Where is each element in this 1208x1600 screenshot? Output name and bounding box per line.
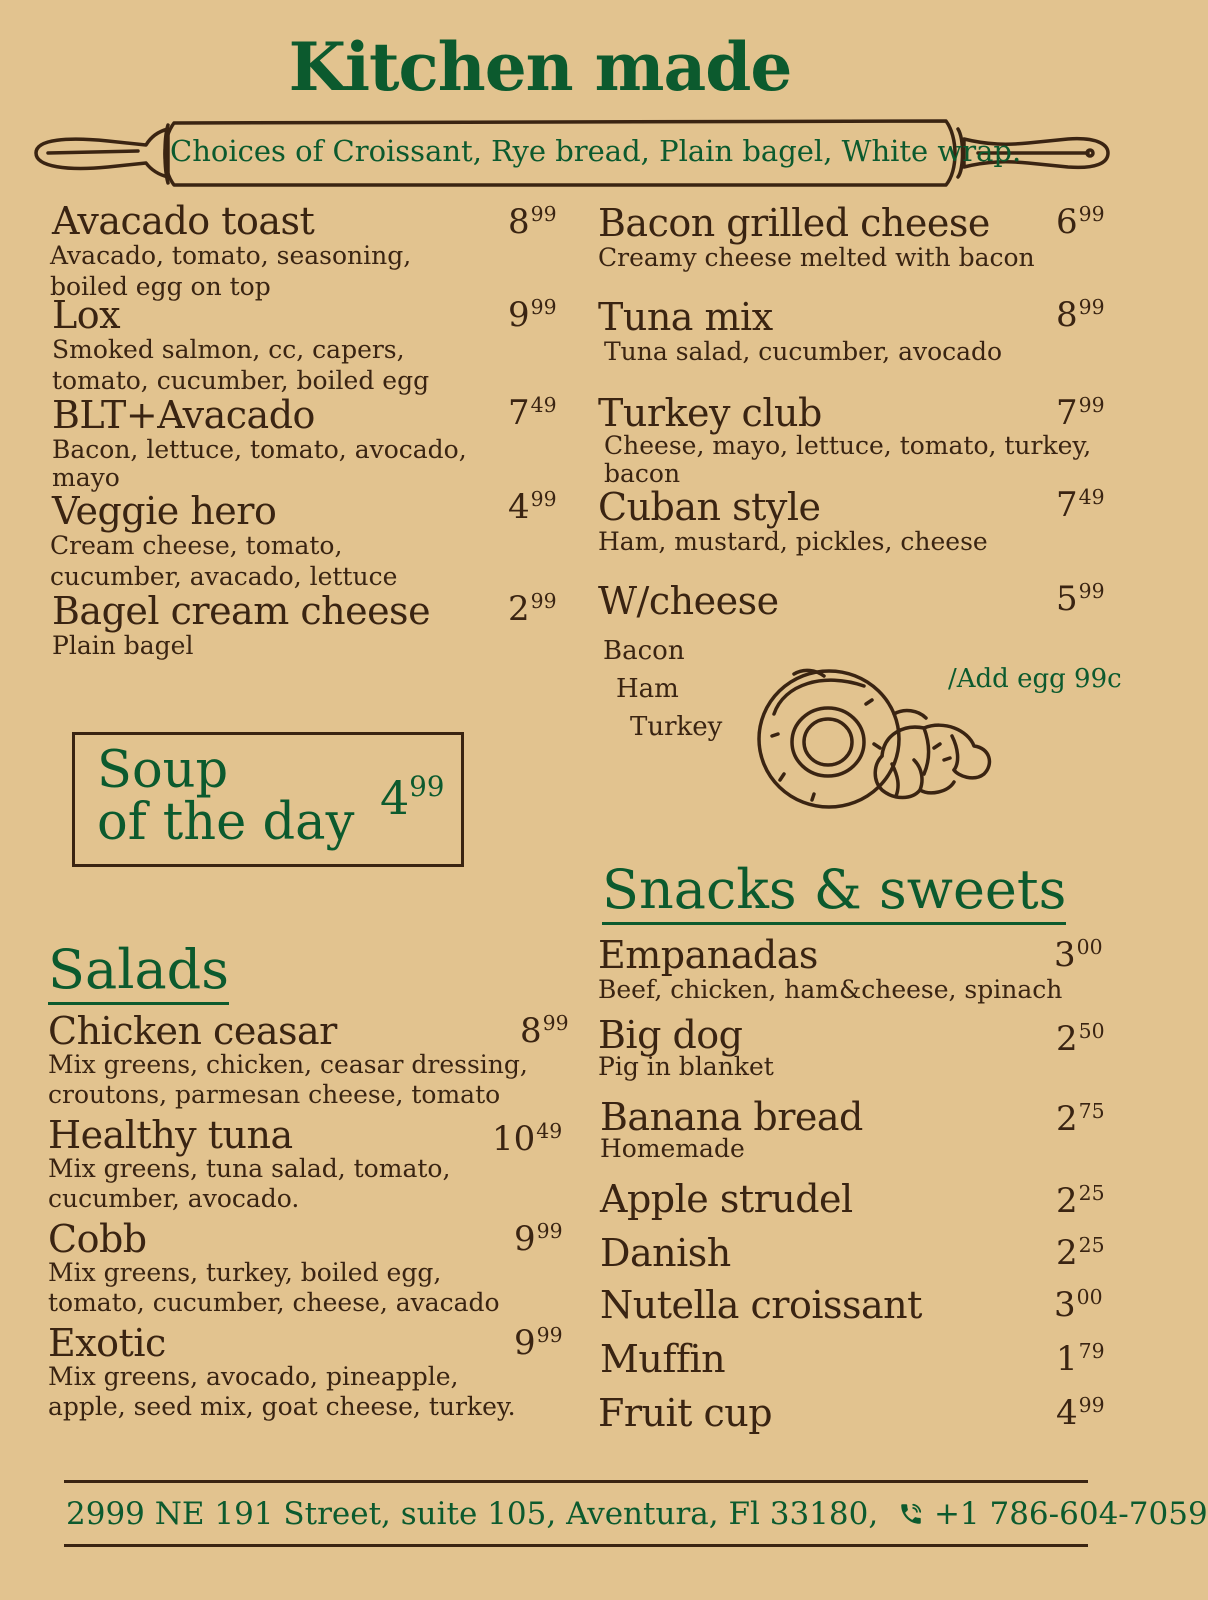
menu-item bbox=[52, 293, 430, 396]
item-price: $9^{99}$ bbox=[514, 1219, 563, 1259]
wcheese-option: Ham bbox=[616, 674, 679, 704]
donut-croissant-icon bbox=[754, 664, 1004, 824]
item-name: Fruit cup bbox=[598, 1391, 773, 1435]
item-name: BLT+Avacado bbox=[52, 393, 315, 437]
item-description: Homemade bbox=[600, 1134, 745, 1163]
footer-divider-top bbox=[64, 1480, 1088, 1483]
item-description: Creamy cheese melted with bacon bbox=[598, 243, 1035, 272]
item-name: Bacon grilled cheese bbox=[598, 201, 990, 245]
item-description: Bacon, lettuce, tomato, avocado, bbox=[52, 435, 467, 464]
item-name: Healthy tuna bbox=[48, 1113, 293, 1157]
soup-of-the-day-box bbox=[72, 732, 464, 867]
soup-line-1: Soup bbox=[97, 741, 229, 800]
phone-number: +1 786-604-7059 bbox=[933, 1496, 1208, 1532]
menu-title: Kitchen made bbox=[288, 28, 792, 106]
menu-item bbox=[598, 1391, 773, 1435]
item-price: $2^{75}$ bbox=[1056, 1099, 1105, 1139]
item-description: boiled egg on top bbox=[50, 272, 271, 301]
item-description: cucumber, avocado. bbox=[48, 1184, 300, 1213]
item-price: $2^{50}$ bbox=[1056, 1019, 1105, 1059]
address: 2999 NE 191 Street, suite 105, Aventura, Fl 33180, bbox=[66, 1496, 879, 1532]
item-name: Nutella croissant bbox=[600, 1283, 922, 1327]
item-price: $3^{00}$ bbox=[1054, 1285, 1103, 1325]
item-description: mayo bbox=[52, 463, 120, 492]
menu-item bbox=[48, 1009, 528, 1110]
item-price: $9^{99}$ bbox=[514, 1323, 563, 1363]
item-name: Lox bbox=[52, 293, 121, 337]
item-name: Cuban style bbox=[598, 485, 821, 529]
menu-item bbox=[50, 199, 412, 302]
item-description: Ham, mustard, pickles, cheese bbox=[598, 527, 988, 556]
soup-price: $4^{99}$ bbox=[380, 770, 445, 825]
item-price: $8^{99}$ bbox=[1056, 295, 1105, 335]
item-name: Cobb bbox=[48, 1217, 147, 1261]
item-price: $7^{49}$ bbox=[1056, 485, 1105, 525]
item-price: $5^{99}$ bbox=[1056, 579, 1105, 619]
item-price: $8^{99}$ bbox=[508, 202, 557, 242]
item-description: Mix greens, tuna salad, tomato, bbox=[48, 1154, 451, 1183]
menu-item bbox=[600, 1283, 922, 1327]
menu-item bbox=[50, 489, 398, 592]
item-name: Big dog bbox=[598, 1013, 743, 1057]
menu-item bbox=[48, 1217, 500, 1318]
wcheese-option: Bacon bbox=[603, 636, 685, 666]
menu-item bbox=[598, 1013, 774, 1081]
item-name: W/cheese bbox=[598, 579, 779, 623]
item-description: Smoked salmon, cc, capers, bbox=[52, 335, 405, 364]
item-price: $9^{99}$ bbox=[508, 295, 557, 335]
item-name: Apple strudel bbox=[600, 1177, 853, 1221]
item-description: Plain bagel bbox=[52, 631, 194, 660]
item-description: Tuna salad, cucumber, avocado bbox=[604, 337, 1003, 366]
item-name: Tuna mix bbox=[598, 295, 773, 339]
menu-item bbox=[598, 295, 1003, 367]
menu-item bbox=[52, 589, 431, 661]
bread-choices-banner: Choices of Croissant, Rye bread, Plain bagel, White wrap. bbox=[170, 134, 1022, 168]
item-name: Muffin bbox=[600, 1337, 726, 1381]
footer-contact bbox=[66, 1496, 1208, 1532]
menu-item bbox=[598, 391, 1092, 488]
item-description: Cream cheese, tomato, bbox=[50, 531, 343, 560]
item-description: tomato, cucumber, boiled egg bbox=[52, 366, 430, 395]
item-price: $7^{99}$ bbox=[1056, 393, 1105, 433]
menu-item bbox=[598, 933, 1063, 1005]
item-price: $1^{79}$ bbox=[1056, 1339, 1105, 1379]
item-description: Cheese, mayo, lettuce, tomato, turkey, bbox=[604, 431, 1092, 460]
item-name: Turkey club bbox=[598, 391, 822, 435]
item-price: $4^{99}$ bbox=[1056, 1393, 1105, 1433]
snacks-heading: Snacks & sweets bbox=[602, 860, 1066, 925]
item-price: $8^{99}$ bbox=[520, 1011, 569, 1051]
soup-line-2: of the day bbox=[97, 793, 355, 852]
item-description: Pig in blanket bbox=[598, 1052, 774, 1081]
add-egg-note: /Add egg 99c bbox=[948, 664, 1122, 694]
menu-item bbox=[52, 393, 467, 492]
item-description: Mix greens, turkey, boiled egg, bbox=[48, 1258, 442, 1287]
menu-item bbox=[48, 1113, 451, 1214]
item-price: $10^{49}$ bbox=[492, 1119, 563, 1159]
item-description: apple, seed mix, goat cheese, turkey. bbox=[48, 1392, 516, 1421]
item-price: $6^{99}$ bbox=[1056, 202, 1105, 242]
item-price: $2^{25}$ bbox=[1056, 1233, 1105, 1273]
menu-item bbox=[600, 1095, 863, 1163]
menu-item bbox=[598, 201, 1035, 273]
item-name: Bagel cream cheese bbox=[52, 589, 431, 633]
item-name: Chicken ceasar bbox=[48, 1009, 337, 1053]
item-price: $3^{00}$ bbox=[1054, 935, 1103, 975]
item-description: bacon bbox=[604, 459, 681, 488]
item-name: Banana bread bbox=[600, 1095, 863, 1139]
item-description: Mix greens, avocado, pineapple, bbox=[48, 1362, 459, 1391]
salads-heading: Salads bbox=[48, 940, 229, 1005]
item-description: Avacado, tomato, seasoning, bbox=[50, 241, 412, 270]
item-name: Avacado toast bbox=[52, 199, 315, 243]
item-name: Empanadas bbox=[598, 933, 818, 977]
menu-item bbox=[600, 1231, 731, 1275]
wcheese-option: Turkey bbox=[630, 712, 723, 742]
menu-item bbox=[600, 1337, 726, 1381]
item-price: $2^{99}$ bbox=[508, 589, 557, 629]
item-price: $2^{25}$ bbox=[1056, 1181, 1105, 1221]
item-name: Danish bbox=[600, 1231, 731, 1275]
menu-item bbox=[600, 1177, 853, 1221]
item-description: cucumber, avacado, lettuce bbox=[50, 562, 398, 591]
item-price: $7^{49}$ bbox=[508, 393, 557, 433]
item-name: Exotic bbox=[48, 1321, 166, 1365]
item-description: Beef, chicken, ham&cheese, spinach bbox=[598, 975, 1063, 1004]
menu-item bbox=[598, 485, 988, 557]
menu-item bbox=[48, 1321, 516, 1422]
item-description: tomato, cucumber, cheese, avacado bbox=[48, 1288, 500, 1317]
item-description: croutons, parmesan cheese, tomato bbox=[48, 1080, 501, 1109]
item-price: $4^{99}$ bbox=[508, 487, 557, 527]
item-description: Mix greens, chicken, ceasar dressing, bbox=[48, 1050, 528, 1079]
phone-icon bbox=[898, 1501, 924, 1527]
soup-name bbox=[97, 741, 355, 852]
menu-item bbox=[598, 579, 779, 623]
item-name: Veggie hero bbox=[52, 489, 277, 533]
footer-divider-bottom bbox=[64, 1544, 1088, 1547]
